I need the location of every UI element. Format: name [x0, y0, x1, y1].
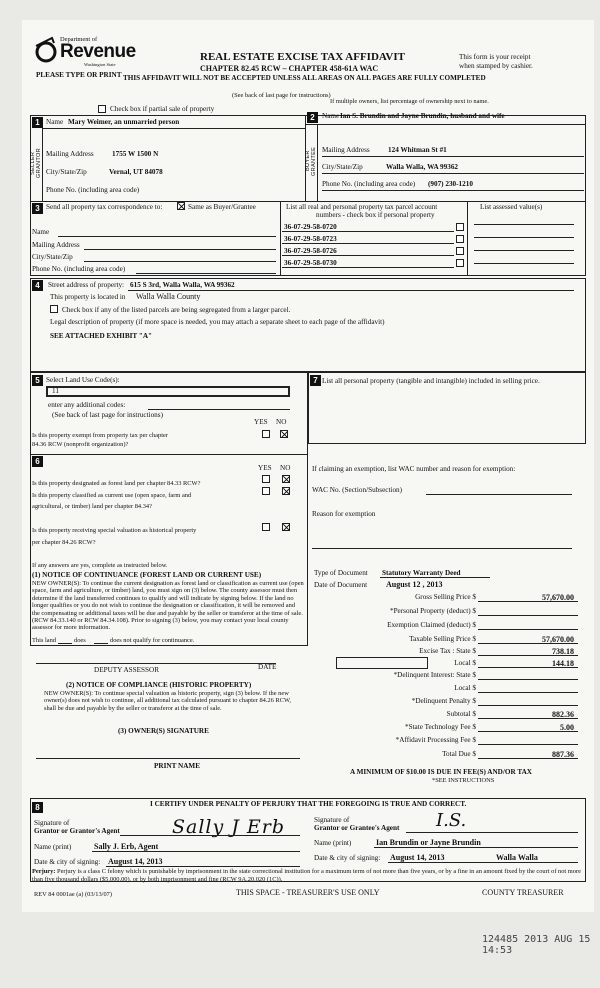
type-of-document-label: Type of Document: [314, 569, 368, 577]
technology-fee-value[interactable]: 5.00: [560, 723, 574, 732]
receipt-note-1: This form is your receipt: [459, 53, 531, 61]
current-use-no-checkbox[interactable]: [282, 487, 290, 495]
parcel-2[interactable]: 36-07-29-58-0723: [284, 235, 337, 243]
segregated-checkbox[interactable]: [50, 305, 58, 313]
form-title: REAL ESTATE EXCISE TAX AFFIDAVIT: [200, 51, 405, 63]
seller-phone-label: Phone No. (including area code): [46, 186, 140, 194]
current-use-question-1: Is this property classified as current use (open space, farm and: [32, 492, 192, 499]
see-instructions-note: *SEE INSTRUCTIONS: [432, 777, 495, 784]
grantee-signature[interactable]: I.S.: [436, 810, 467, 831]
section-1-badge: 1: [32, 117, 43, 128]
seller-mailing[interactable]: 1755 W 1500 N: [112, 150, 159, 158]
does-label: does: [74, 637, 86, 644]
type-of-document[interactable]: Statutory Warranty Deed: [382, 569, 461, 577]
seller-city-label: City/State/Zip: [46, 168, 87, 176]
perjury-text: Perjury is a class C felony which is punishable by imprisonment in the state correctional institution for a maximum term of not more than five years, or by a fine in an amount fixed by the court of not more than five thousand dollars ($5,000.00), or by both imprisonment and fine (RCW 9A.20.020 (1C)).: [32, 868, 581, 883]
grantor-print-label: Name (print): [34, 843, 72, 851]
street-address[interactable]: 615 S 3rd, Walla Walla, WA 99362: [130, 281, 235, 289]
parcel-2-personal-checkbox[interactable]: [456, 235, 464, 243]
wac-no-label: WAC No. (Section/Subsection): [312, 486, 403, 494]
revenue-wordmark: Revenue: [60, 41, 136, 62]
current-use-yes-checkbox[interactable]: [262, 487, 270, 495]
certify-perjury: I CERTIFY UNDER PENALTY OF PERJURY THAT THE FOREGOING IS TRUE AND CORRECT.: [150, 800, 467, 808]
yes-header-5: YES: [254, 418, 268, 426]
same-as-buyer-checkbox[interactable]: [177, 202, 185, 210]
grantee-print-name[interactable]: Ian Brundin or Jayne Brundin: [376, 838, 481, 847]
perjury-label: Perjury:: [32, 868, 56, 875]
section-3-badge: 3: [32, 203, 43, 214]
chapter-line: CHAPTER 82.45 RCW – CHAPTER 458-61A WAC: [200, 64, 379, 73]
no-header-5: NO: [276, 418, 287, 426]
exempt-no-checkbox[interactable]: [280, 430, 288, 438]
grantee-date-label: Date & city of signing:: [314, 854, 381, 862]
buyer-phone-label: Phone No. (including area code): [322, 180, 416, 188]
excise-tax-local-value[interactable]: 144.18: [552, 659, 574, 668]
corr-city-label: City/State/Zip: [32, 253, 73, 261]
legal-description[interactable]: SEE ATTACHED EXHIBIT "A": [50, 332, 153, 340]
personal-property-deduct-label: *Personal Property (deduct) $: [389, 607, 476, 615]
land-use-code-field[interactable]: [46, 386, 290, 397]
see-back-note: (See back of last page for instructions): [232, 92, 331, 99]
dept-label: Department of: [60, 36, 98, 43]
grantor-date-label: Date & city of signing:: [34, 858, 101, 866]
parcel-3-personal-checkbox[interactable]: [456, 247, 464, 255]
delinquent-interest-state-label: *Delinquent Interest: State $: [393, 671, 476, 679]
correspondence-label: Send all property tax correspondence to:: [46, 203, 163, 211]
exemption-wac-label: If claiming an exemption, list WAC number and reason for exemption:: [312, 465, 516, 473]
historical-no-checkbox[interactable]: [282, 523, 290, 531]
parcel-list-heading-1: List all real and personal property tax parcel account: [286, 203, 438, 211]
yes-header-6: YES: [258, 464, 272, 472]
subtotal-value[interactable]: 882.36: [552, 710, 574, 719]
assessed-values-heading: List assessed value(s): [480, 203, 543, 211]
exempt-yes-checkbox[interactable]: [262, 430, 270, 438]
receipt-stamp: 124485 2013 AUG 15 14:53: [482, 934, 591, 956]
grantor-signature-label-2: Grantor or Grantor's Agent: [34, 827, 120, 835]
segregated-label: Check box if any of the listed parcels are being segregated from a larger parcel.: [62, 306, 291, 314]
land-use-see-back: (See back of last page for instructions): [52, 411, 163, 419]
gross-selling-value[interactable]: 57,670.00: [542, 593, 574, 602]
receipt-note-2: when stamped by cashier.: [459, 62, 533, 70]
section-8-badge: 8: [32, 802, 43, 813]
parcel-list-heading-2: numbers - check box if personal property: [316, 211, 435, 219]
land-use-code: 11: [52, 387, 59, 395]
seller-name-label: Name: [46, 118, 64, 126]
grantor-print-name[interactable]: Sally J. Erb, Agent: [94, 842, 159, 851]
same-as-buyer-label: Same as Buyer/Grantee: [188, 203, 256, 211]
notice-compliance-title: (2) NOTICE OF COMPLIANCE (HISTORIC PROPERTY): [66, 681, 252, 689]
current-use-question-2: agricultural, or timber) land per chapter 84.34?: [32, 503, 152, 510]
grantee-city[interactable]: Walla Walla: [496, 853, 538, 862]
corr-name-label: Name: [32, 228, 50, 236]
delinquent-penalty-label: *Delinquent Penalty $: [411, 697, 476, 705]
buyer-city-label: City/State/Zip: [322, 163, 363, 171]
excise-tax-state-label: Excise Tax : State $: [419, 647, 476, 655]
excise-tax-local-label: Local $: [454, 659, 476, 667]
gross-selling-label: Gross Selling Price $: [415, 593, 476, 601]
grantor-signature-label-1: Signature of: [34, 819, 70, 827]
historical-yes-checkbox[interactable]: [262, 523, 270, 531]
parcel-4[interactable]: 36-07-29-58-0730: [284, 259, 337, 267]
technology-fee-label: *State Technology Fee $: [404, 723, 476, 731]
forest-land-question: Is this property designated as forest land per chapter 84.33 RCW?: [32, 480, 201, 487]
forest-no-checkbox[interactable]: [282, 475, 290, 483]
excise-tax-state-value[interactable]: 738.18: [552, 647, 574, 656]
historical-question-2: per chapter 84.26 RCW?: [32, 539, 96, 546]
form-number: REV 84 0001ae (a) (03/13/07): [34, 891, 112, 898]
minimum-fee-note: A MINIMUM OF $10.00 IS DUE IN FEE(S) AND/OR TAX: [350, 768, 532, 776]
does-not-qualify-label: does not qualify for continuance.: [110, 637, 195, 644]
grantee-date[interactable]: August 14, 2013: [390, 853, 445, 862]
buyer-name[interactable]: Ian S. Brundin and Jayne Brundin, husband and wife: [340, 112, 505, 120]
parcel-3[interactable]: 36-07-29-58-0726: [284, 247, 337, 255]
parcel-4-personal-checkbox[interactable]: [456, 259, 464, 267]
perjury-note: [32, 868, 582, 883]
buyer-city[interactable]: Walla Walla, WA 99362: [386, 163, 459, 171]
affidavit-page: [22, 20, 594, 912]
county-treasurer: COUNTY TREASURER: [482, 888, 564, 897]
parcel-1-personal-checkbox[interactable]: [456, 223, 464, 231]
print-name-label: PRINT NAME: [154, 762, 200, 770]
deputy-assessor-label: DEPUTY ASSESSOR: [94, 666, 160, 674]
parcel-1[interactable]: 36-07-29-58-0720: [284, 223, 337, 231]
grantee-signature-label-2: Grantor or Grantee's Agent: [314, 824, 400, 832]
exempt-question-1: Is this property exempt from property tax per chapter: [32, 432, 168, 439]
type-or-print: PLEASE TYPE OR PRINT: [36, 71, 122, 79]
exempt-question-2: 84.36 RCW (nonprofit organization)?: [32, 441, 129, 448]
grantor-signature[interactable]: Sally J Erb: [172, 816, 286, 838]
buyer-mailing[interactable]: 124 Whitman St #1: [388, 146, 447, 154]
seller-city[interactable]: Vernal, UT 84078: [109, 168, 163, 176]
partial-sale-label: Check box if partial sale of property: [110, 105, 215, 113]
section-6-badge: 6: [32, 456, 43, 467]
owner-signature-label: (3) OWNER(S) SIGNATURE: [118, 727, 209, 735]
corr-phone-label: Phone No. (including area code): [32, 265, 126, 273]
exemption-claimed-label: Exemption Claimed (deduct) $: [387, 621, 476, 629]
county[interactable]: Walla Walla County: [136, 292, 201, 301]
subtotal-label: Subtotal $: [446, 710, 476, 718]
notice-compliance-text: NEW OWNER(S): To continue special valuation as historic property, sign (3) below. If the new owner(s) does not wish to continue, all additional tax calculated pursuant to chapter 84.26 RCW, shall be due and payable by the seller or transferor at the time of sale.: [44, 690, 291, 712]
acceptance-notice: THIS AFFIDAVIT WILL NOT BE ACCEPTED UNLESS ALL AREAS ON ALL PAGES ARE FULLY COMPLETED: [123, 74, 486, 82]
notice-continuance-text: NEW OWNER(S): To continue the current designation as forest land or classification as current use (open space, farm and agriculture, or timber) land, you must sign on (3) below. The county assessor must then determine if the land transferred continues to qualify and will indicate by signing below. If the land no longer qualifies or you do not wish to continue the designation or classification, it will be removed and the compensating or additional taxes will be due and payable by the seller or transferor at the time of sale. (RCW 84.33.140 or RCW 84.34.108). Prior to signing (3) below, you may contact your local county assessor for more information.: [32, 580, 304, 632]
total-due-label: Total Due $: [442, 750, 476, 758]
personal-property-label: List all personal property (tangible and intangible) included in selling price.: [322, 377, 540, 385]
section-4-badge: 4: [32, 280, 43, 291]
additional-codes-label: enter any additional codes:: [48, 401, 126, 409]
buyer-mailing-label: Mailing Address: [322, 146, 370, 154]
this-land-label: This land: [32, 637, 56, 644]
grantor-date[interactable]: August 14, 2013: [108, 857, 163, 866]
corr-mailing-label: Mailing Address: [32, 241, 80, 249]
buyer-grantee-label: BUYER GRANTEE: [305, 146, 317, 176]
buyer-name-label: Name: [322, 112, 340, 120]
wa-state-label: Washington State: [84, 62, 116, 67]
date-of-document[interactable]: August 12 , 2013: [386, 580, 443, 589]
exemption-reason-label: Reason for exemption: [312, 510, 376, 518]
partial-sale-checkbox[interactable]: [98, 105, 106, 113]
legal-description-label: Legal description of property (if more space is needed, you may attach a separate sheet to each page of the affidavit): [50, 318, 385, 326]
treasurer-use-only: THIS SPACE - TREASURER'S USE ONLY: [236, 888, 380, 897]
grantee-print-label: Name (print): [314, 839, 352, 847]
seller-name[interactable]: Mary Weimer, an unmarried person: [68, 118, 180, 126]
historical-question-1: Is this property receiving special valuation as historical property: [32, 527, 197, 534]
multiple-owners-note: If multiple owners, list percentage of ownership next to name.: [330, 98, 489, 105]
delinquent-interest-local-label: Local $: [454, 684, 476, 692]
date-label: DATE: [258, 663, 277, 671]
forest-yes-checkbox[interactable]: [262, 475, 270, 483]
section-2-badge: 2: [307, 112, 318, 123]
seller-mailing-label: Mailing Address: [46, 150, 94, 158]
affidavit-processing-fee-label: *Affidavit Processing Fee $: [395, 736, 476, 744]
notice-continuance-title: (1) NOTICE OF CONTINUANCE (FOREST LAND OR CURRENT USE): [32, 571, 262, 579]
date-of-document-label: Date of Document: [314, 581, 368, 589]
located-in-label: This property is located in: [50, 293, 126, 301]
total-due-value[interactable]: 887.36: [552, 750, 574, 759]
grantee-signature-label-1: Signature of: [314, 816, 350, 824]
no-header-6: NO: [280, 464, 291, 472]
section-7-badge: 7: [310, 375, 321, 386]
taxable-selling-value[interactable]: 57,670.00: [542, 635, 574, 644]
buyer-phone[interactable]: (907) 230-1210: [428, 180, 473, 188]
section-5-badge: 5: [32, 375, 43, 386]
answers-yes-note: If any answers are yes, complete as instructed below.: [32, 562, 168, 569]
land-use-label: Select Land Use Code(s):: [46, 376, 120, 384]
taxable-selling-label: Taxable Selling Price $: [409, 635, 476, 643]
seller-grantor-label: SELLER GRANTOR: [30, 148, 42, 178]
street-address-label: Street address of property:: [48, 281, 125, 289]
